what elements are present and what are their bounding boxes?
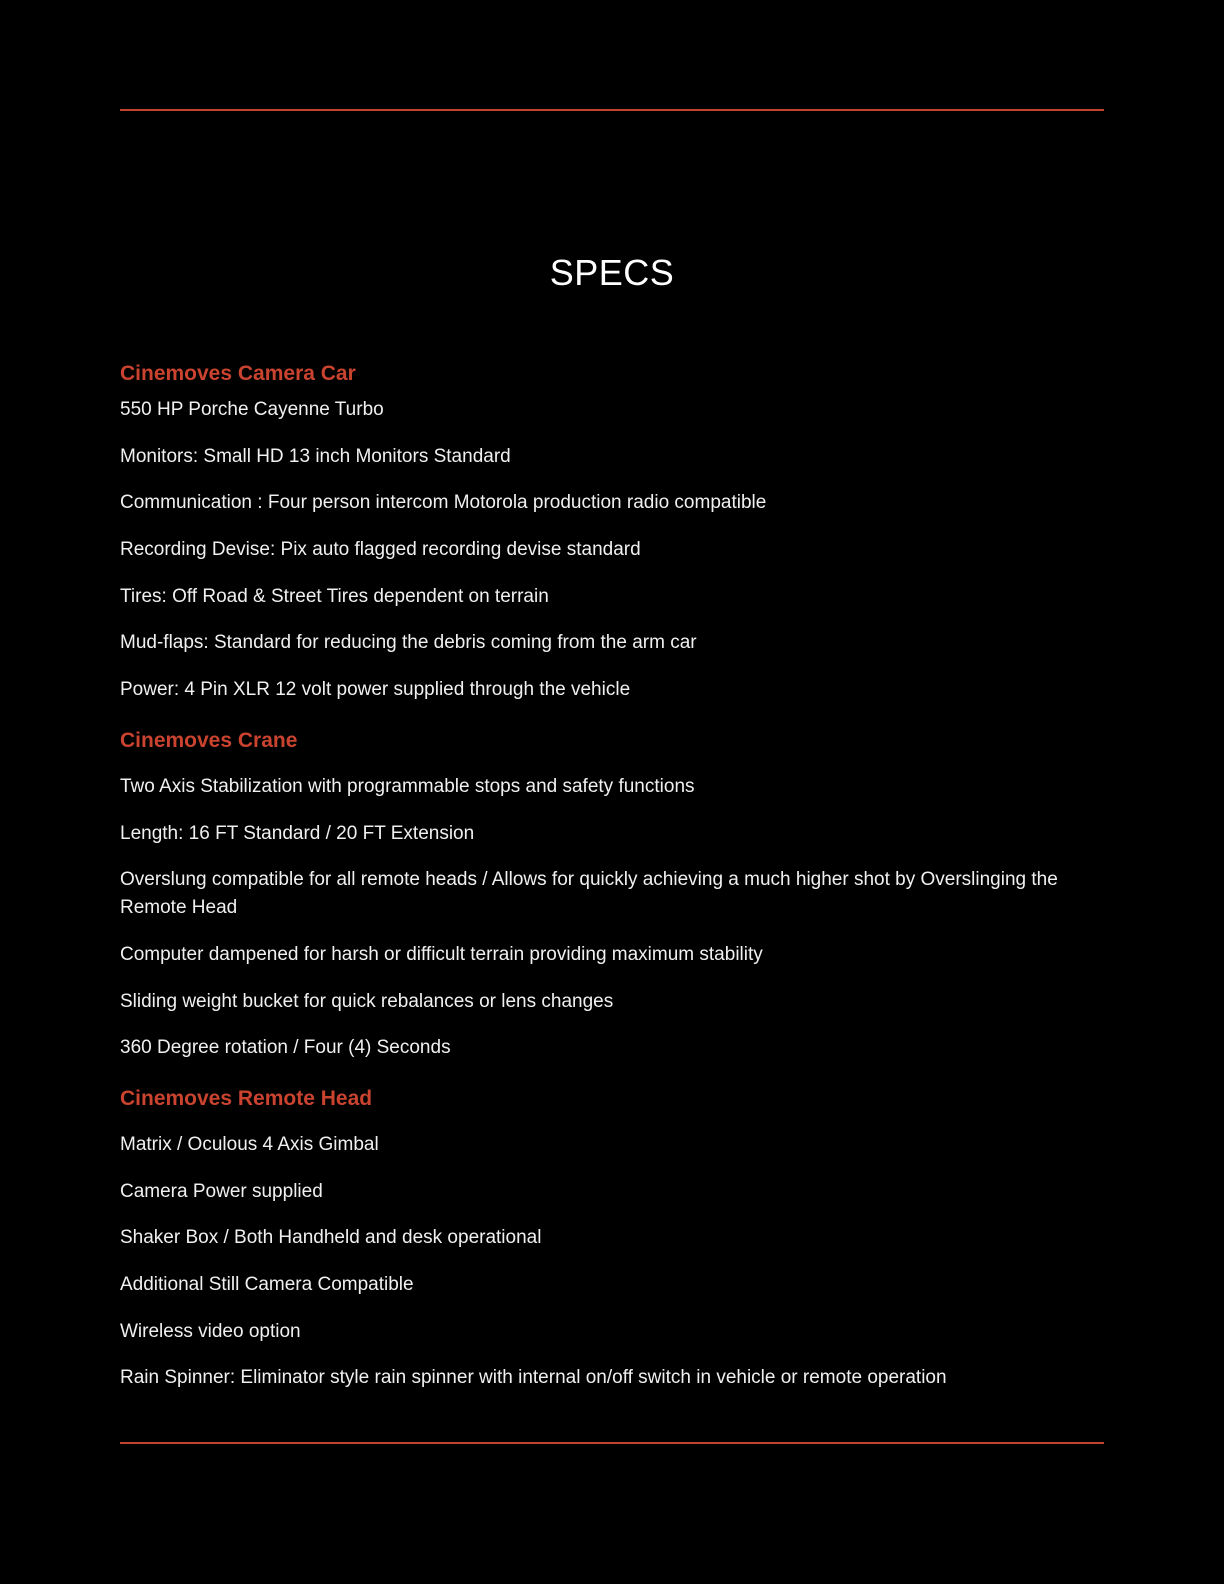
spec-item: Monitors: Small HD 13 inch Monitors Standard bbox=[120, 445, 511, 467]
spec-item: 550 HP Porche Cayenne Turbo bbox=[120, 399, 384, 420]
spec-item: Two Axis Stabilization with programmable stops and safety functions bbox=[120, 775, 695, 797]
spec-item: Recording Devise: Pix auto flagged recording devise standard bbox=[120, 539, 641, 561]
spec-item: Overslung compatible for all remote heads / Allows for quickly achieving a much higher shot by Overslinging the Remote Head bbox=[120, 869, 1058, 919]
spec-item: Length: 16 FT Standard / 20 FT Extension bbox=[120, 822, 475, 844]
spec-item: Communication : Four person intercom Motorola production radio compatible bbox=[120, 492, 767, 514]
section-heading: Cinemoves Remote Head bbox=[120, 1086, 373, 1110]
spec-item: Tires: Off Road & Street Tires dependent on terrain bbox=[120, 585, 549, 607]
section-heading: Cinemoves Camera Car bbox=[120, 362, 356, 385]
section-remote-head bbox=[120, 1081, 1104, 1392]
spec-item: Power: 4 Pin XLR 12 volt power supplied through the vehicle bbox=[120, 679, 631, 701]
top-divider bbox=[120, 109, 1104, 111]
bottom-divider bbox=[120, 1442, 1104, 1444]
spec-item: Wireless video option bbox=[120, 1320, 301, 1342]
spec-item: Sliding weight bucket for quick rebalances or lens changes bbox=[120, 990, 614, 1012]
spec-item: Camera Power supplied bbox=[120, 1180, 323, 1202]
spec-item: Shaker Box / Both Handheld and desk operational bbox=[120, 1227, 542, 1249]
section-heading: Cinemoves Crane bbox=[120, 728, 298, 752]
page-title: SPECS bbox=[549, 252, 675, 293]
spec-item: Rain Spinner: Eliminator style rain spinner with internal on/off switch in vehicle or remote operation bbox=[120, 1367, 947, 1389]
spec-item: Additional Still Camera Compatible bbox=[120, 1274, 414, 1295]
section-camera-car bbox=[120, 356, 1104, 704]
spec-item: Computer dampened for harsh or difficult terrain providing maximum stability bbox=[120, 943, 763, 965]
section-crane bbox=[120, 723, 1104, 1062]
specs-content bbox=[120, 356, 1104, 1411]
spec-item: 360 Degree rotation / Four (4) Seconds bbox=[120, 1037, 451, 1059]
spec-item: Matrix / Oculous 4 Axis Gimbal bbox=[120, 1133, 379, 1155]
spec-item: Mud-flaps: Standard for reducing the debris coming from the arm car bbox=[120, 632, 697, 654]
